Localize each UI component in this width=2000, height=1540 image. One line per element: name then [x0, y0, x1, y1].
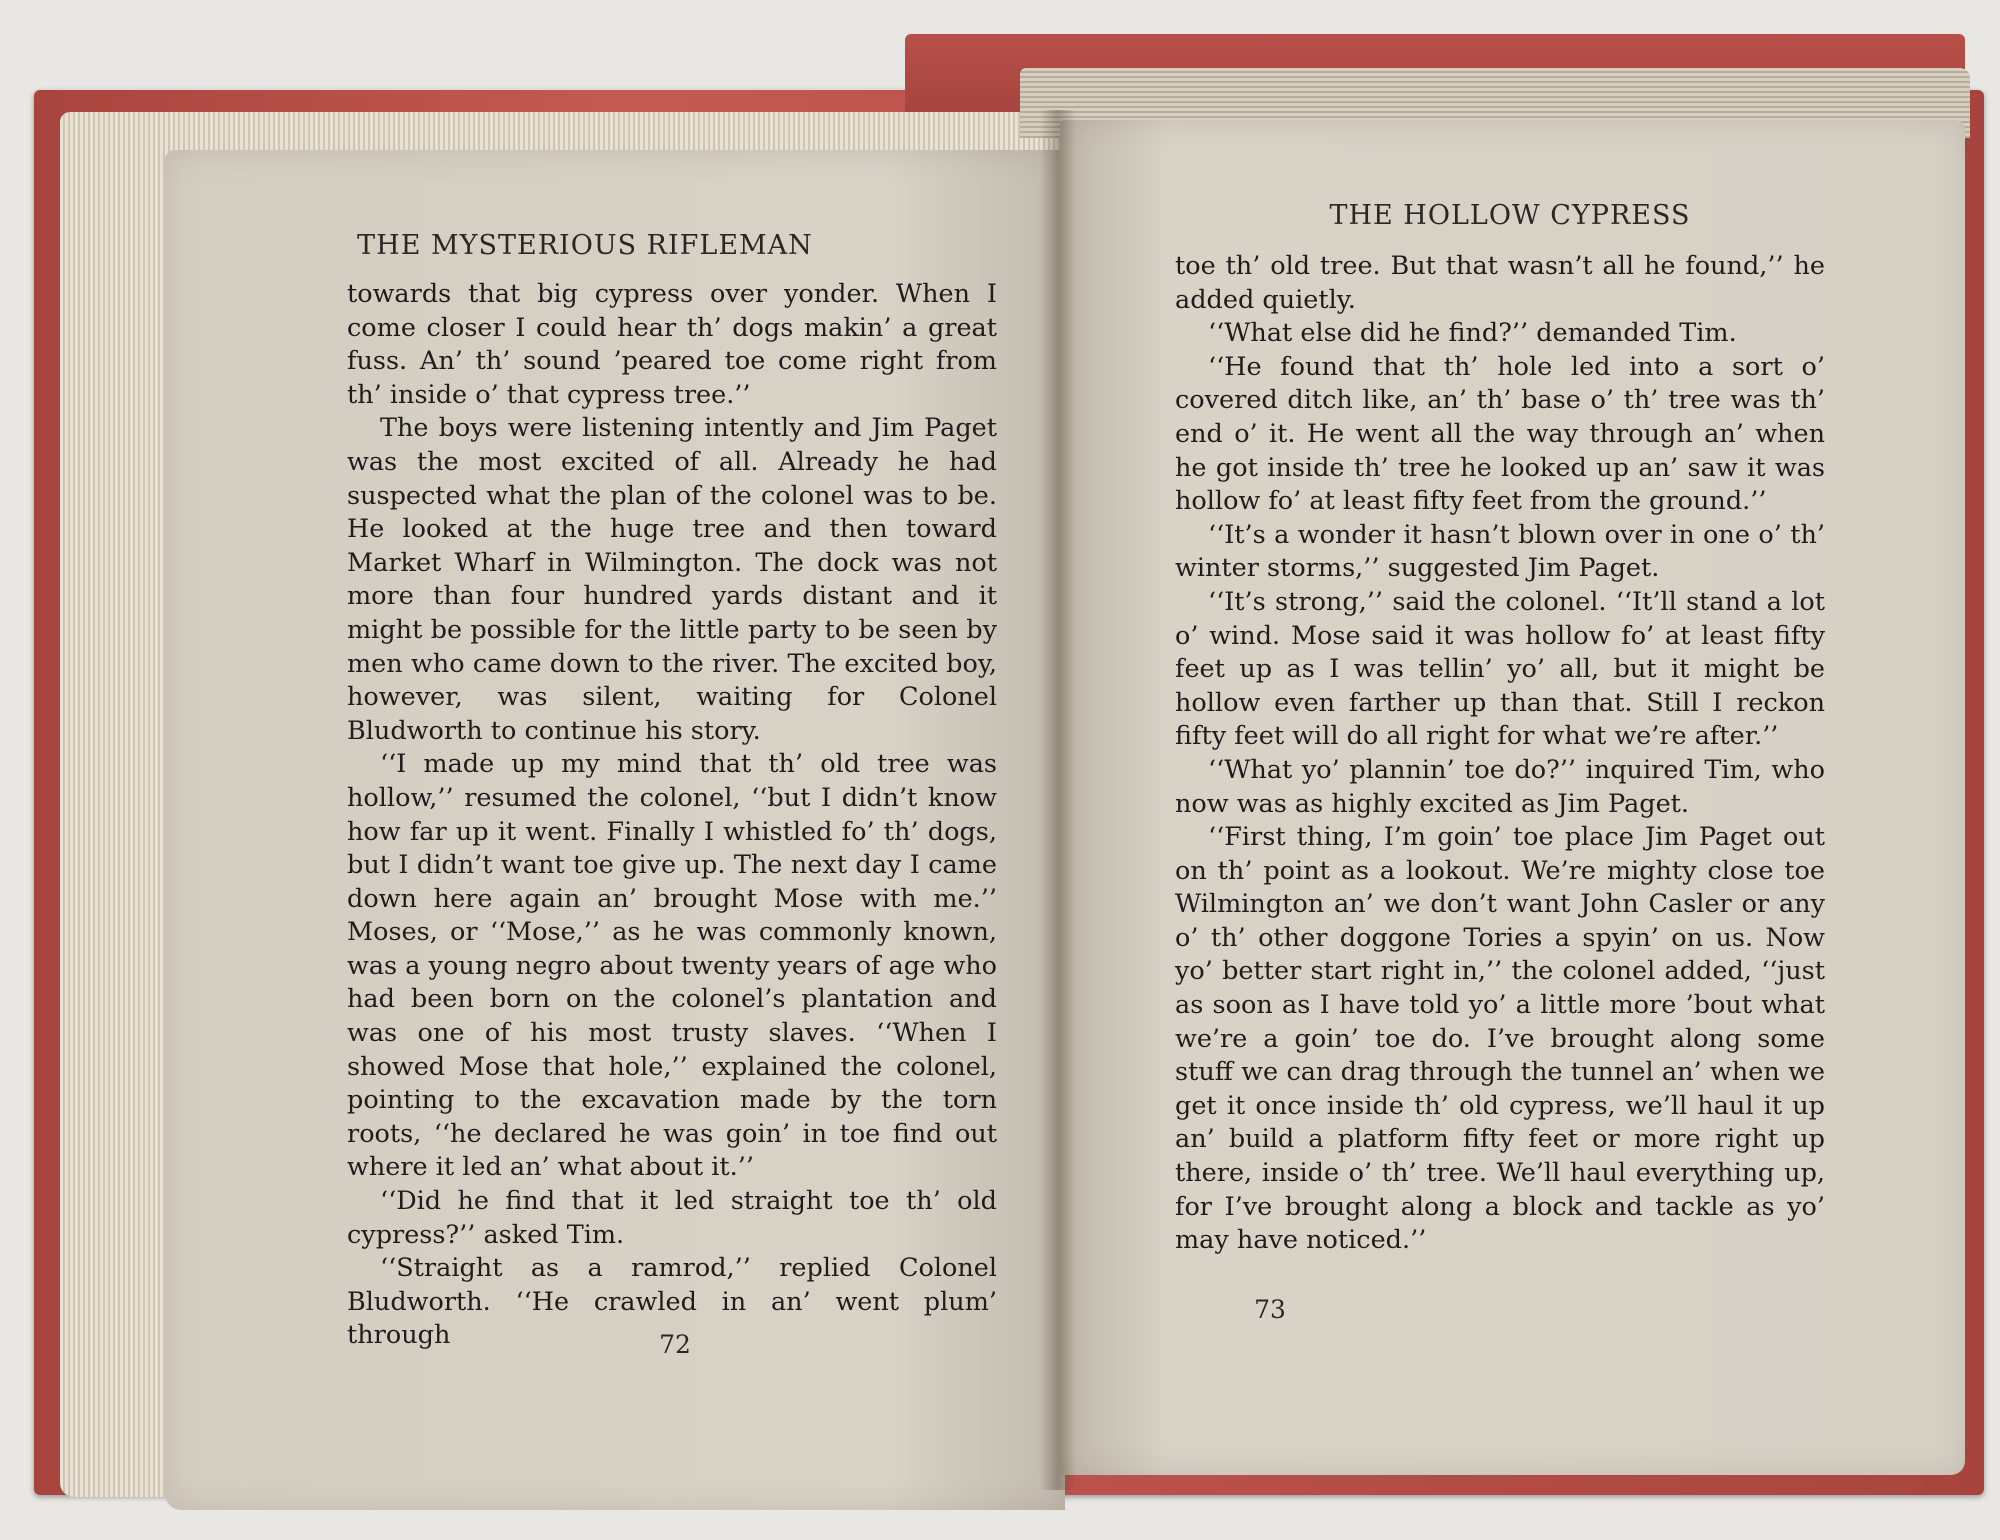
paragraph: ‘‘I made up my mind that th’ old tree was hollow,’’ resumed the colonel, ‘‘but I didn’t know how far up it went. Finally I whistled fo’ th’ dogs, but I didn’t want toe give up. The next day I came down here again an’ brought Mose with me.’’ Moses, or ‘‘Mose,’’ as he was commonly known, was a young negro about twenty years of age who had been born on the colonel’s plantation and was one of his most trusty slaves. ‘‘When I showed Mose that hole,’’ explained the colonel, pointing to the excavation made by the torn roots, ‘‘he declared he was goin’ in toe find out where it led an’ what about it.’’ — [347, 749, 997, 1183]
paragraph: towards that big cypress over yonder. When I come closer I could hear th’ dogs makin’ a great fuss. An’ th’ sound ’peared toe come right from th’ inside o’ that cypress tree.’’ — [347, 279, 997, 410]
paragraph: ‘‘Straight as a ramrod,’’ replied Colonel Bludworth. ‘‘He crawled in an’ went plum’ through — [347, 1253, 997, 1351]
paragraph: ‘‘First thing, I’m goin’ toe place Jim Paget out on th’ point as a lookout. We’re mighty close toe Wilmington an’ we don’t want John Casler or any o’ th’ other doggone Tories a spyin’ on us. Now yo’ better start right in,’’ the colonel added, ‘‘just as soon as I have told yo’ a little more ’bout what we’re a goin’ toe do. I’ve brought along some stuff we can drag through the tunnel an’ when we get it once inside th’ old cypress, we’ll haul it up an’ build a platform fifty feet or more right up there, inside o’ th’ tree. We’ll haul everything up, for I’ve brought along a block and tackle as yo’ may have noticed.’’ — [1175, 822, 1825, 1256]
paragraph: toe th’ old tree. But that wasn’t all he found,’’ he added quietly. — [1175, 251, 1825, 315]
paragraph: ‘‘It’s strong,’’ said the colonel. ‘‘It’ll stand a lot o’ wind. Mose said it was hollow fo’ at least fifty feet up as I was tellin’ yo’ all, but it might be hollow even farther up than that. Still I reckon fifty feet will do all right for what we’re after.’’ — [1175, 586, 1825, 752]
right-page — [1060, 120, 1965, 1475]
page-number: 73 — [1254, 1295, 1286, 1324]
paragraph: ‘‘What yo’ plannin’ toe do?’’ inquired Tim, who now was as highly excited as Jim Paget. — [1175, 754, 1825, 819]
running-head: THE HOLLOW CYPRESS — [1329, 200, 1691, 231]
paragraph: The boys were listening intently and Jim Paget was the most excited of all. Already he had suspected what the plan of the colonel was to be. He looked at the huge tree and then toward Market Wharf in Wilmington. The dock was not more than four hundred yards distant and it might be possible for the little party to be seen by men who came down to the river. The excited boy, however, was silent, waiting for Colonel Bludworth to continue his story. — [347, 413, 997, 746]
page-number: 72 — [659, 1330, 691, 1359]
paragraph: ‘‘It’s a wonder it hasn’t blown over in one o’ th’ winter storms,’’ suggested Jim Paget. — [1175, 519, 1825, 584]
running-head: THE MYSTERIOUS RIFLEMAN — [357, 230, 813, 261]
page-body — [347, 278, 997, 1353]
page-body — [1175, 250, 1825, 1258]
paragraph: ‘‘Did he find that it led straight toe th’ old cypress?’’ asked Tim. — [347, 1186, 997, 1250]
paragraph: ‘‘He found that th’ hole led into a sort o’ covered ditch like, an’ th’ base o’ th’ tree was th’ end o’ it. He went all the way through an’ when he got inside th’ tree he looked up an’ saw it was hollow fo’ at least fifty feet from the ground.’’ — [1175, 351, 1825, 517]
left-page — [165, 150, 1065, 1510]
paragraph: ‘‘What else did he find?’’ demanded Tim. — [1208, 318, 1737, 349]
book-gutter — [1040, 110, 1076, 1490]
